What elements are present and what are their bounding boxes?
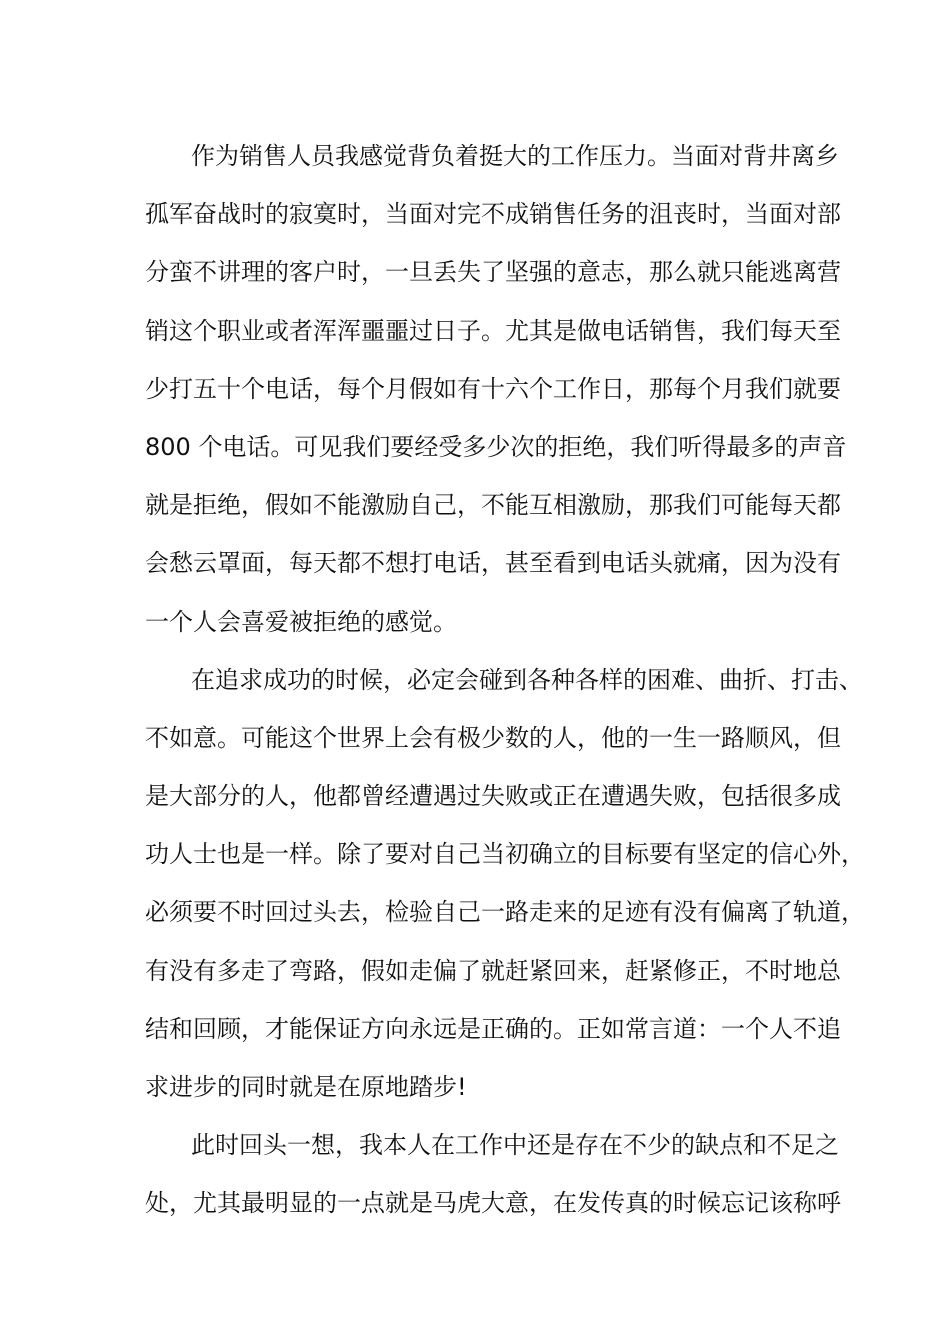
text-line: 800 个电话。可见我们要经受多少次的拒绝，我们听得最多的声音: [145, 432, 847, 461]
paragraph-3: [145, 1116, 841, 1232]
text-line: 就是拒绝，假如不能激励自己，不能互相激励，那我们可能每天都: [145, 491, 841, 520]
text-line: 处，尤其最明显的一点就是马虎大意，在发传真的时候忘记该称呼: [145, 1189, 841, 1218]
text-line: 是大部分的人，他都曾经遭遇过失败或正在遭遇失败，包括很多成: [145, 782, 841, 811]
text-line: 在追求成功的时候，必定会碰到各种各样的困难、曲折、打击、: [191, 665, 863, 694]
text-line: 一个人会喜爱被拒绝的感觉。: [145, 607, 457, 636]
text-line: 销这个职业或者浑浑噩噩过日子。尤其是做电话销售，我们每天至: [145, 316, 841, 345]
text-line: 必须要不时回过头去，检验自己一路走来的足迹有没有偏离了轨道，: [145, 898, 865, 927]
text-line: 作为销售人员我感觉背负着挺大的工作压力。当面对背井离乡: [191, 142, 839, 170]
text-line: 结和回顾，才能保证方向永远是正确的。正如常言道：一个人不追: [145, 1014, 841, 1043]
text-line: 孤军奋战时的寂寞时，当面对完不成销售任务的沮丧时，当面对部: [145, 200, 841, 229]
text-line: 会愁云罩面，每天都不想打电话，甚至看到电话头就痛，因为没有: [145, 549, 841, 578]
text-line: 分蛮不讲理的客户时，一旦丢失了坚强的意志，那么就只能逃离营: [145, 258, 841, 287]
text-line: 少打五十个电话，每个月假如有十六个工作日，那每个月我们就要: [145, 374, 841, 403]
text-line: 不如意。可能这个世界上会有极少数的人，他的一生一路顺风，但: [145, 723, 841, 752]
paragraph-1: [145, 127, 847, 651]
document-body: [145, 127, 865, 1233]
text-line: 此时回头一想，我本人在工作中还是存在不少的缺点和不足之: [191, 1131, 839, 1160]
text-line: 功人士也是一样。除了要对自己当初确立的目标要有坚定的信心外，: [145, 840, 865, 869]
paragraph-2: [145, 651, 865, 1117]
text-line: 求进步的同时就是在原地踏步!: [145, 1073, 467, 1101]
text-line: 有没有多走了弯路，假如走偏了就赶紧回来，赶紧修正，不时地总: [145, 956, 841, 985]
